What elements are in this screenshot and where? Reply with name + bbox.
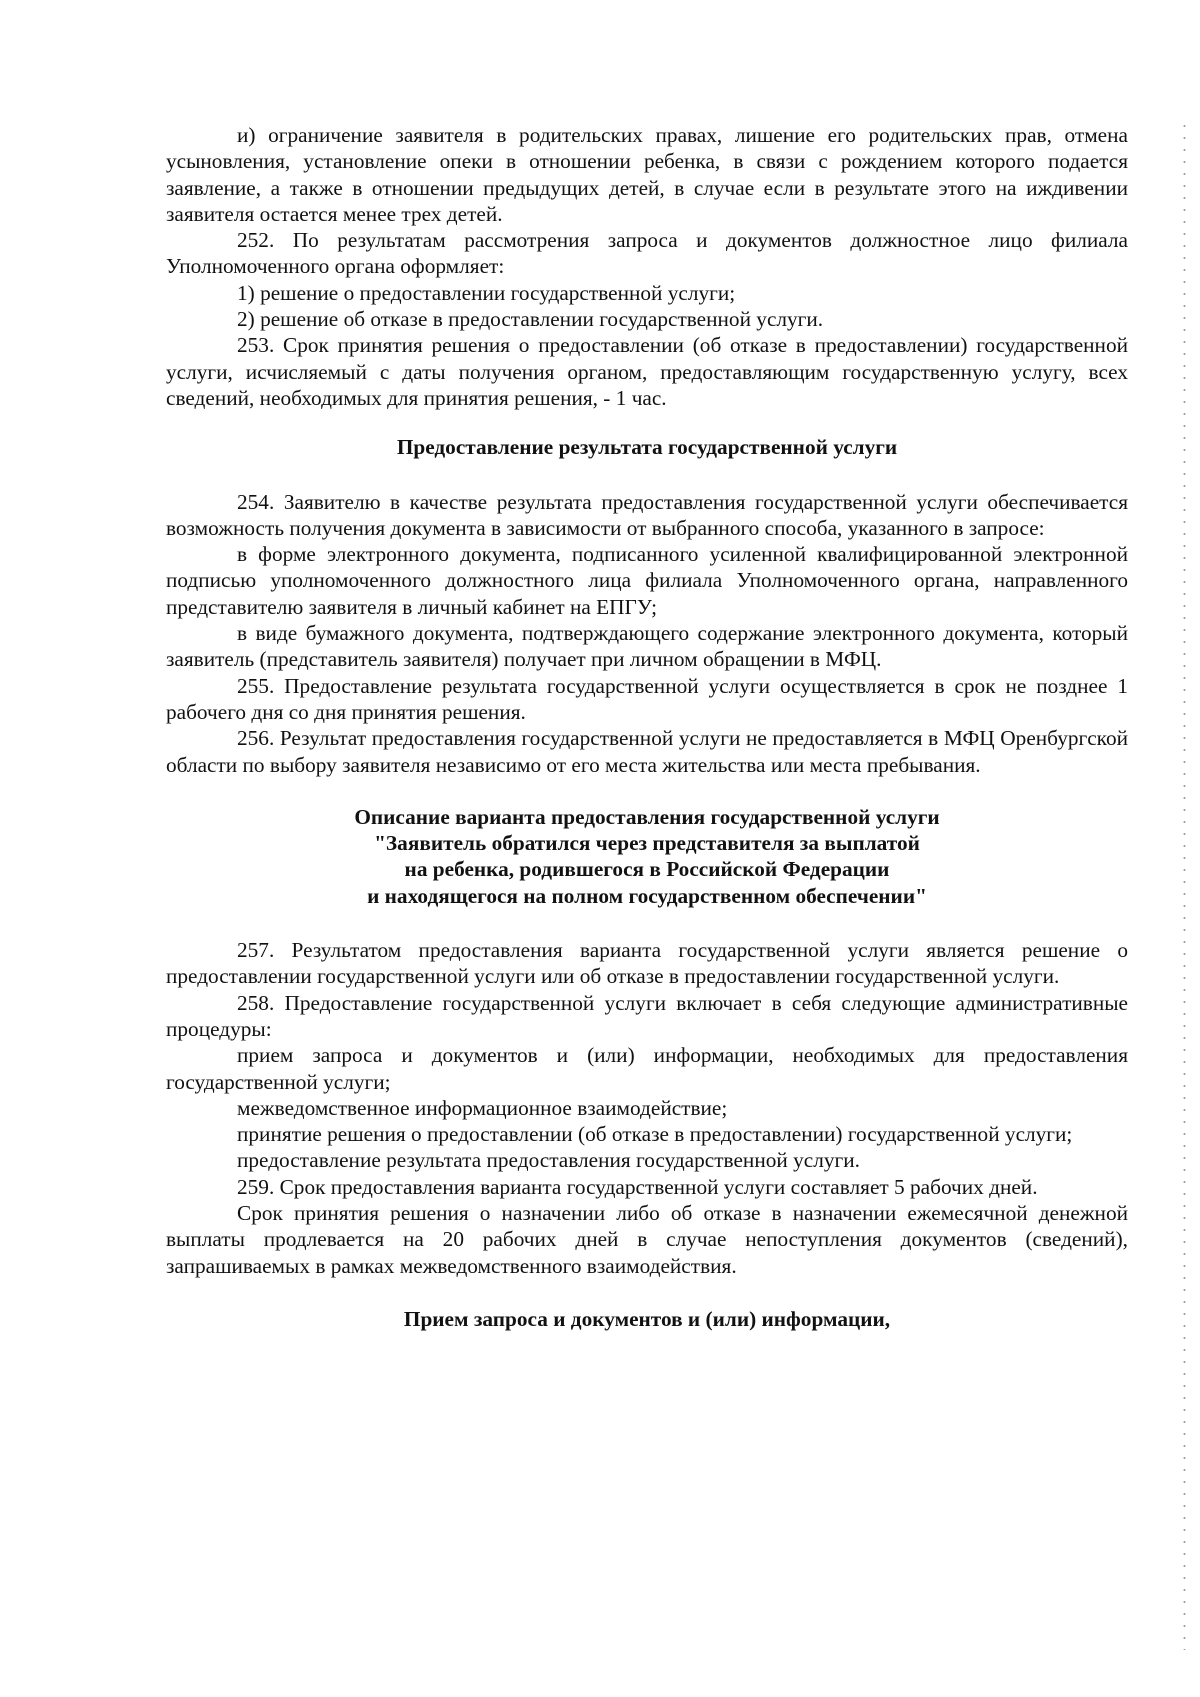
heading-line: на ребенка, родившегося в Российской Федерации xyxy=(404,857,890,882)
scan-edge-dots xyxy=(1183,120,1186,1650)
list-item-decision-grant: 1) решение о предоставлении государственной услуги; xyxy=(237,280,736,305)
paragraph-electronic-form: в форме электронного документа, подписанного усиленной квалифицированной электронной подписью уполномоченного должностного лица филиала Уполномоченного органа, направленного представителю заявителя в личный кабинет на ЕПГУ; xyxy=(166,542,1128,619)
paragraph-253: 253. Срок принятия решения о предоставлении (об отказе в предоставлении) государственной услуги, исчисляемый с даты получения органом, предоставляющим государственную услугу, всех сведений, необходимых для принятия решения, - 1 час. xyxy=(166,333,1128,410)
paragraph-paper-form: в виде бумажного документа, подтверждающего содержание электронного документа, который заявитель (представитель заявителя) получает при личном обращении в МФЦ. xyxy=(166,621,1128,672)
procedure-item: межведомственное информационное взаимодействие; xyxy=(237,1095,728,1120)
procedure-item: прием запроса и документов и (или) информации, необходимых для предоставления государственной услуги; xyxy=(166,1043,1128,1094)
section-heading-result: Предоставление результата государственной услуги xyxy=(396,435,898,460)
heading-line: и находящегося на полном государственном обеспечении" xyxy=(367,883,927,908)
paragraph-term-extension: Срок принятия решения о назначении либо об отказе в назначении ежемесячной денежной выплаты продлевается на 20 рабочих дней в случае непоступления документов (сведений), запрашиваемых в рамках межведомственного взаимодействия. xyxy=(166,1200,1128,1278)
paragraph-256: 256. Результат предоставления государственной услуги не предоставляется в МФЦ Оренбургской области по выбору заявителя независимо от его места жительства или места пребывания. xyxy=(166,726,1128,777)
paragraph-259: 259. Срок предоставления варианта государственной услуги составляет 5 рабочих дней. xyxy=(237,1174,1038,1199)
procedure-item: принятие решения о предоставлении (об отказе в предоставлении) государственной услуги; xyxy=(237,1122,1073,1147)
paragraph-257: 257. Результатом предоставления варианта государственной услуги является решение о предоставлении государственной услуги или об отказе в предоставлении государственной услуги. xyxy=(166,938,1128,989)
procedure-item: предоставление результата предоставления государственной услуги. xyxy=(237,1148,860,1173)
section-heading-reception: Прием запроса и документов и (или) информации, xyxy=(403,1306,891,1331)
paragraph-254: 254. Заявителю в качестве результата предоставления государственной услуги обеспечивается возможность получения документа в зависимости от выбранного способа, указанного в запросе: xyxy=(166,489,1128,540)
document-text xyxy=(166,122,1128,1332)
heading-line: "Заявитель обратился через представителя за выплатой xyxy=(374,831,920,856)
paragraph-258: 258. Предоставление государственной услуги включает в себя следующие административные процедуры: xyxy=(166,990,1128,1041)
paragraph-item-i: и) ограничение заявителя в родительских правах, лишение его родительских прав, отмена усыновления, установление опеки в отношении ребенка, в связи с рождением которого подается заявление, а также в отношении предыдущих детей, в случае если в результате этого на иждивении заявителя остается менее трех детей. xyxy=(166,123,1128,226)
paragraph-255: 255. Предоставление результата государственной услуги осуществляется в срок не позднее 1 рабочего дня со дня принятия решения. xyxy=(166,673,1128,724)
heading-line: Описание варианта предоставления государственной услуги xyxy=(354,804,940,829)
paragraph-252: 252. По результатам рассмотрения запроса и документов должностное лицо филиала Уполномоченного органа оформляет: xyxy=(166,228,1128,279)
section-heading-variant xyxy=(166,804,1128,909)
list-item-decision-refuse: 2) решение об отказе в предоставлении государственной услуги. xyxy=(237,307,824,332)
